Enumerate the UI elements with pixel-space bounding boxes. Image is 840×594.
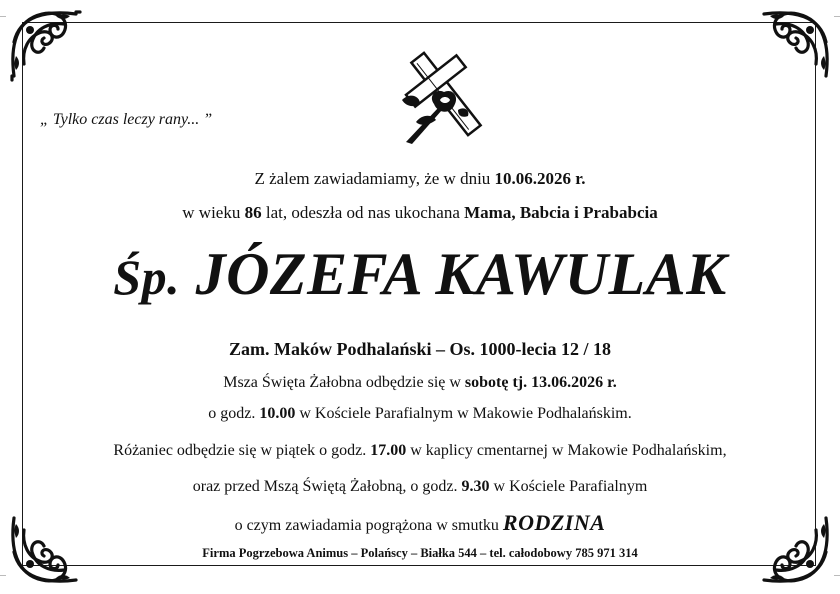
ornament-corner-top-right-icon (756, 6, 834, 84)
motto: „ Tylko czas leczy rany... ” (40, 111, 213, 128)
death-date: 10.06.2026 r. (494, 169, 586, 188)
closing-line: o czym zawiadamia pogrążona w smutku RODZINA (234, 510, 606, 535)
name-text: JÓZEFA KAWULAK (195, 241, 727, 307)
family-roles: Mama, Babcia i Prababcia (464, 203, 658, 222)
cross-with-rose-icon (398, 44, 494, 146)
crop-mark (0, 16, 6, 17)
deceased-name (0, 240, 840, 309)
age-value: 86 (244, 203, 262, 222)
mass-date: sobotę tj. 13.06.2026 r. (464, 374, 617, 391)
rosary-time: 17.00 (370, 442, 407, 459)
mass-time-line: o godz. 10.00 w Kościele Parafialnym w Makowie Podhalańskim. (208, 405, 632, 422)
crop-mark (834, 575, 840, 576)
ornament-corner-top-left-icon (6, 6, 84, 84)
mass-time: 10.00 (259, 405, 296, 422)
rosary-line: Różaniec odbędzie się w piątek o godz. 17.00 w kaplicy cmentarnej w Makowie Podhalańskim, (113, 442, 727, 459)
age-line: w wieku 86 lat, odeszła od nas ukochana Mama, Babcia i Prababcia (182, 203, 658, 222)
crop-mark (834, 16, 840, 17)
address-line: Zam. Maków Podhalański – Os. 1000-lecia 12 / 18 (228, 339, 612, 359)
rosary-second-time: 9.30 (461, 478, 490, 495)
mass-line: Msza Święta Żałobna odbędzie się w sobotę tj. 13.06.2026 r. (223, 374, 617, 391)
crop-mark (0, 575, 6, 576)
rosary-second-line: oraz przed Mszą Świętą Żałobną, o godz. 9.30 w Kościele Parafialnym (192, 478, 648, 495)
funeral-home-footer: Firma Pogrzebowa Animus – Polańscy – Białka 544 – tel. całodobowy 785 971 314 (202, 546, 638, 560)
family-signature: RODZINA (502, 510, 606, 535)
intro-line: Z żalem zawiadamiamy, że w dniu 10.06.2026 r. (254, 169, 586, 188)
name-prefix: Śp. (113, 249, 181, 305)
